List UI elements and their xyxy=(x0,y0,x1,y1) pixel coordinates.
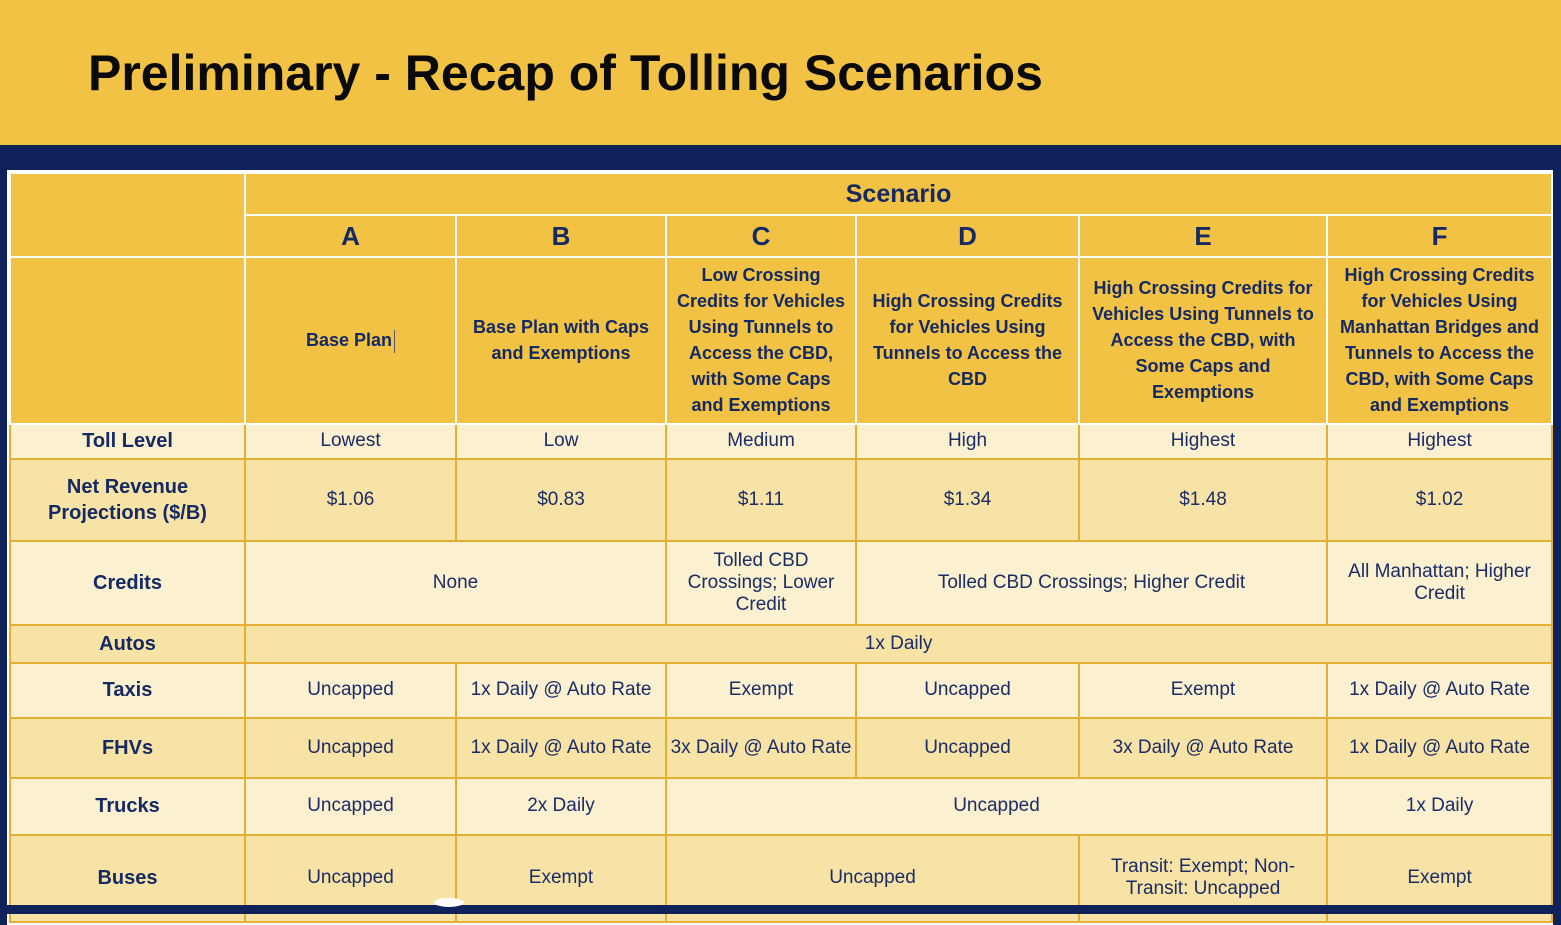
scenario-a-description-text: Base Plan xyxy=(305,330,393,351)
cell-toll-level-b: Low xyxy=(456,424,666,459)
table-row-credits xyxy=(10,541,1552,625)
column-header-f: F xyxy=(1327,215,1552,257)
table-row-toll-level xyxy=(10,424,1552,459)
scenario-header: Scenario xyxy=(245,173,1552,215)
cell-fhvs-a: Uncapped xyxy=(245,718,456,778)
column-header-b: B xyxy=(456,215,666,257)
scenario-b-description: Base Plan with Caps and Exemptions xyxy=(456,257,666,424)
table-row-fhvs xyxy=(10,718,1552,778)
column-header-c: C xyxy=(666,215,856,257)
row-label-taxis: Taxis xyxy=(10,663,245,718)
scenario-a-description xyxy=(245,257,456,424)
cell-toll-level-d: High xyxy=(856,424,1079,459)
row-label-buses: Buses xyxy=(10,835,245,922)
footer-bar xyxy=(0,905,1561,914)
row-label-fhvs: FHVs xyxy=(10,718,245,778)
cell-fhvs-b: 1x Daily @ Auto Rate xyxy=(456,718,666,778)
row-label-credits: Credits xyxy=(10,541,245,625)
scenario-e-description: High Crossing Credits for Vehicles Using Tunnels to Access the CBD, with Some Caps and Exemptions xyxy=(1079,257,1327,424)
text-cursor xyxy=(394,330,395,353)
cell-trucks-a: Uncapped xyxy=(245,778,456,835)
scenario-d-description: High Crossing Credits for Vehicles Using Tunnels to Access the CBD xyxy=(856,257,1079,424)
scenario-f-description: High Crossing Credits for Vehicles Using Manhattan Bridges and Tunnels to Access the CBD, with Some Caps and Exemptions xyxy=(1327,257,1552,424)
cell-fhvs-f: 1x Daily @ Auto Rate xyxy=(1327,718,1552,778)
cell-credits-de: Tolled CBD Crossings; Higher Credit xyxy=(856,541,1327,625)
artifact-dot xyxy=(434,898,464,907)
table-row-trucks xyxy=(10,778,1552,835)
cell-buses-e: Transit: Exempt; Non-Transit: Uncapped xyxy=(1079,835,1327,922)
row-label-autos: Autos xyxy=(10,625,245,663)
cell-buses-cd: Uncapped xyxy=(666,835,1079,922)
cell-toll-level-f: Highest xyxy=(1327,424,1552,459)
cell-taxis-e: Exempt xyxy=(1079,663,1327,718)
empty-label-cell xyxy=(10,257,245,424)
cell-taxis-d: Uncapped xyxy=(856,663,1079,718)
cell-toll-level-a: Lowest xyxy=(245,424,456,459)
cell-taxis-b: 1x Daily @ Auto Rate xyxy=(456,663,666,718)
cell-buses-a: Uncapped xyxy=(245,835,456,922)
cell-buses-f: Exempt xyxy=(1327,835,1552,922)
scenario-header-row xyxy=(10,173,1552,215)
scenario-c-description: Low Crossing Credits for Vehicles Using Tunnels to Access the CBD, with Some Caps and Exemptions xyxy=(666,257,856,424)
cell-toll-level-c: Medium xyxy=(666,424,856,459)
table-row-autos xyxy=(10,625,1552,663)
cell-autos-all: 1x Daily xyxy=(245,625,1552,663)
table-row-taxis xyxy=(10,663,1552,718)
row-label-trucks: Trucks xyxy=(10,778,245,835)
column-header-e: E xyxy=(1079,215,1327,257)
cell-taxis-a: Uncapped xyxy=(245,663,456,718)
cell-fhvs-e: 3x Daily @ Auto Rate xyxy=(1079,718,1327,778)
row-label-toll-level: Toll Level xyxy=(10,424,245,459)
title-band xyxy=(0,0,1561,145)
cell-taxis-c: Exempt xyxy=(666,663,856,718)
corner-cell xyxy=(10,173,245,257)
cell-net-revenue-e: $1.48 xyxy=(1079,459,1327,541)
row-label-net-revenue: Net Revenue Projections ($/B) xyxy=(10,459,245,541)
tolling-scenarios-table xyxy=(7,170,1553,925)
cell-toll-level-e: Highest xyxy=(1079,424,1327,459)
cell-fhvs-d: Uncapped xyxy=(856,718,1079,778)
column-header-a: A xyxy=(245,215,456,257)
cell-buses-b: Exempt xyxy=(456,835,666,922)
cell-trucks-f: 1x Daily xyxy=(1327,778,1552,835)
cell-net-revenue-d: $1.34 xyxy=(856,459,1079,541)
cell-taxis-f: 1x Daily @ Auto Rate xyxy=(1327,663,1552,718)
cell-net-revenue-a: $1.06 xyxy=(245,459,456,541)
cell-net-revenue-c: $1.11 xyxy=(666,459,856,541)
column-header-d: D xyxy=(856,215,1079,257)
table-row-net-revenue xyxy=(10,459,1552,541)
cell-credits-ab: None xyxy=(245,541,666,625)
scenario-descriptions-row xyxy=(10,257,1552,424)
cell-credits-c: Tolled CBD Crossings; Lower Credit xyxy=(666,541,856,625)
cell-fhvs-c: 3x Daily @ Auto Rate xyxy=(666,718,856,778)
cell-trucks-b: 2x Daily xyxy=(456,778,666,835)
cell-net-revenue-f: $1.02 xyxy=(1327,459,1552,541)
cell-credits-f: All Manhattan; Higher Credit xyxy=(1327,541,1552,625)
cell-trucks-cde: Uncapped xyxy=(666,778,1327,835)
cell-net-revenue-b: $0.83 xyxy=(456,459,666,541)
page-title: Preliminary - Recap of Tolling Scenarios xyxy=(88,44,1043,101)
